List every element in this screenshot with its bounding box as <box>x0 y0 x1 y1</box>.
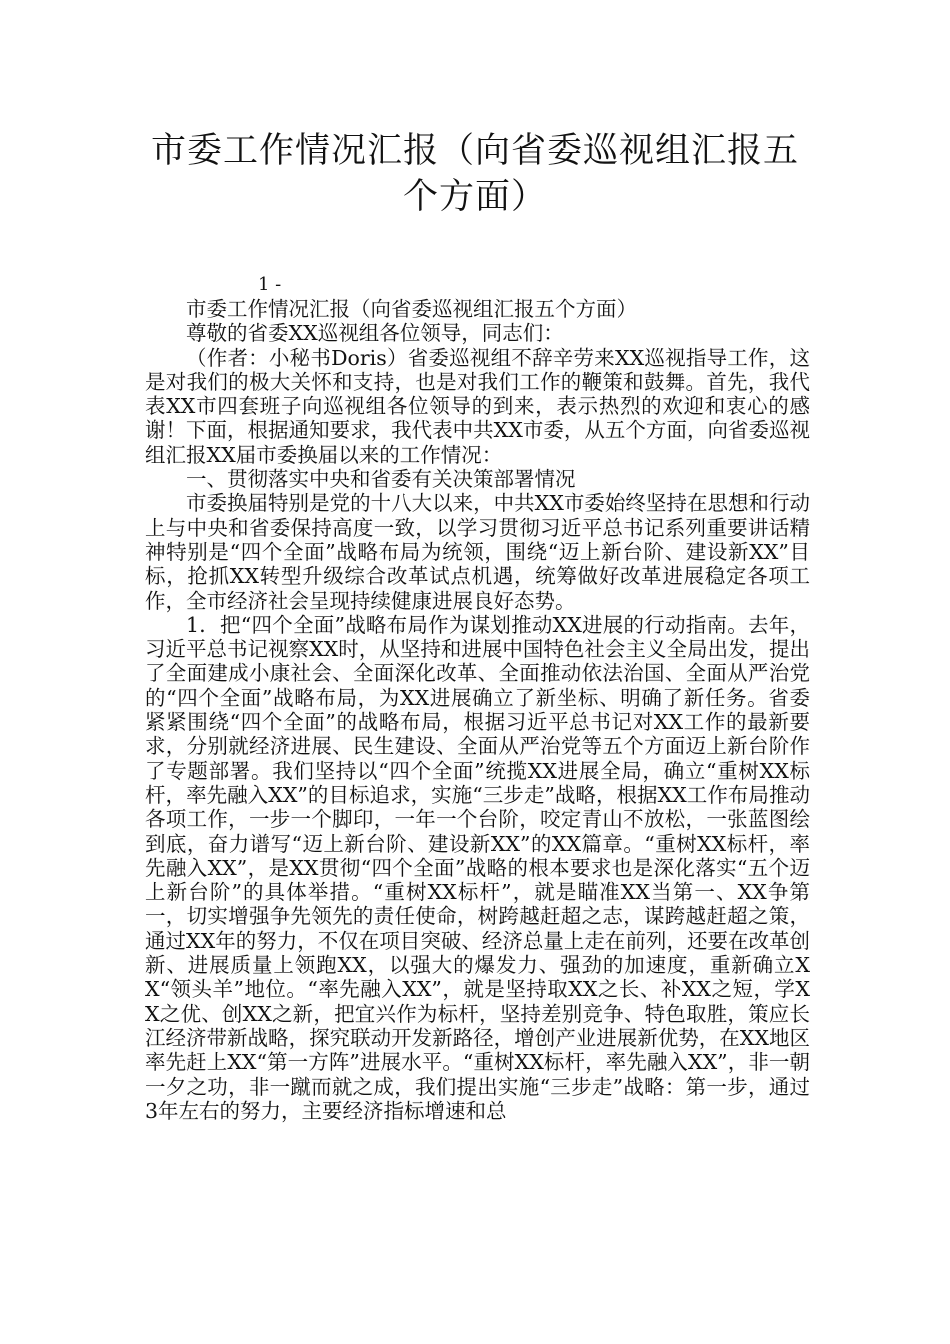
document-title: 市委工作情况汇报（向省委巡视组汇报五个方面） <box>150 131 799 217</box>
paragraph-introduction: （作者：小秘书Doris）省委巡视组不辞辛劳来XX巡视指导工作，这是对我们的极大关怀和支持，也是对我们工作的鞭策和鼓舞。首先，我代表XX市四套班子向巡视组各位领导的到来，表示热烈的欢迎和衷心的感谢！下面，根据通知要求，我代表中共XX市委，从五个方面，向省委巡视组汇报XX届市委换届以来的工作情况： <box>145 345 810 467</box>
paragraph-item-1: 1．把“四个全面”战略布局作为谋划推动XX进展的行动指南。去年，习近平总书记视察XX时，从坚持和进展中国特色社会主义全局出发，提出了全面建成小康社会、全面深化改革、全面推动依法治国、全面从严治党的“四个全面”战略布局，为XX进展确立了新坐标、明确了新任务。省委紧紧围绕“四个全面”的战略布局，根据习近平总书记对XX工作的最新要求，分别就经济进展、民生建设、全面从严治党等五个方面迈上新台阶作了专题部署。我们坚持以“四个全面”统揽XX进展全局，确立“重树XX标杆，率先融入XX”的目标追求，实施“三步走”战略，根据XX工作布局推动各项工作，一步一个脚印，一年一个台阶，咬定青山不放松，一张蓝图绘到底，奋力谱写“迈上新台阶、建设新XX”的XX篇章。“重树XX标杆，率先融入XX”，是XX贯彻“四个全面”战略的根本要求也是深化落实“五个迈上新台阶”的具体举措。“重树XX标杆”，就是瞄准XX当第一、XX争第一，切实增强争先领先的责任使命，树跨越赶超之志，谋跨越赶超之策，通过XX年的努力，不仅在项目突破、经济总量上走在前列，还要在改革创新、进展质量上领跑XX，以强大的爆发力、强劲的加速度，重新确立XX“领头羊”地位。“率先融入XX”，就是坚持取XX之长、补XX之短，学XX之优、创XX之新，把宜兴作为标杆，坚持差别竞争、特色取胜，策应长江经济带新战略，探究联动开发新路径，增创产业进展新优势，在XX地区率先赶上XX“第一方阵”进展水平。“重树XX标杆，率先融入XX”，非一朝一夕之功，非一蹴而就之成，我们提出实施“三步走”战略：第一步，通过3年左右的努力，主要经济指标增速和总 <box>145 612 810 1123</box>
page-number: 1 - <box>258 274 282 295</box>
document-body <box>145 297 810 1123</box>
section-heading-1: 一、贯彻落实中央和省委有关决策部署情况 <box>186 467 576 492</box>
paragraph-section-1-overview: 市委换届特别是党的十八大以来，中共XX市委始终坚持在思想和行动上与中央和省委保持高度一致，以学习贯彻习近平总书记系列重要讲话精神特别是“四个全面”战略布局为统领，围绕“迈上新台阶、建设新XX”目标，抢抓XX转型升级综合改革试点机遇，统筹做好改革进展稳定各项工作，全市经济社会呈现持续健康进展良好态势。 <box>145 491 810 613</box>
paragraph-report-heading: 市委工作情况汇报（向省委巡视组汇报五个方面） <box>186 297 637 321</box>
paragraph-salutation: 尊敬的省委XX巡视组各位领导，同志们： <box>186 321 564 346</box>
